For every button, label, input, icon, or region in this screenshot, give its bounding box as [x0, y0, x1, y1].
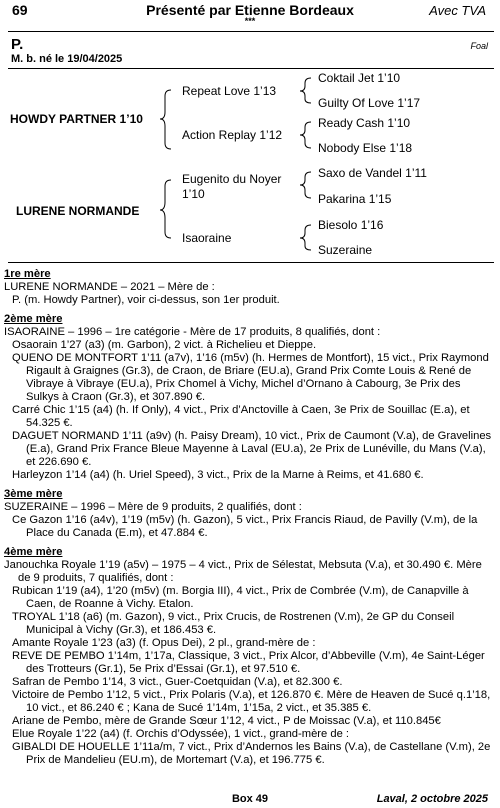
horse-name: P.: [11, 36, 24, 53]
text-line: GIBALDI DE HOUELLE 1’11a/m, 7 vict., Prix d’Andernos les Bains (V.a), de Castellane (V.m), 2e Prix de Mandelieu (EU.m), de Mortemart (V.a), et 196.775 €.: [12, 741, 491, 766]
maternal-lineage: [4, 268, 496, 767]
text-line: Safran de Pembo 1’14, 3 vict., Guer-Coetquidan (V.a), et 82.300 €.: [12, 676, 343, 688]
text-line: Ce Gazon 1’16 (a4v), 1’19 (m5v) (h. Gazon), 5 vict., Prix Francis Riaud, de Pavilly (V.m), de la Place du Canada (E.m), et 47.884 €.: [12, 514, 478, 539]
pedigree-dam-sire-record: 1’10: [182, 187, 205, 201]
pedigree-sire: HOWDY PARTNER 1’10: [10, 112, 143, 126]
footer-box: Box 49: [231, 793, 269, 805]
pedigree-g3: Ready Cash 1’10: [318, 116, 411, 130]
section-title: 4ème mère: [4, 546, 63, 558]
page-title: Présenté par Etienne Bordeaux: [146, 2, 354, 18]
text-line: REVE DE PEMBO 1’14m, 1’17a, Classique, 3 vict., Prix Alcor, d’Abbeville (V.m), 4e Saint-Léger des Trotteurs (Gr.1), 5e Prix d’Essai (Gr.1), et 97.510 €.: [12, 650, 485, 675]
horse-type: Foal: [470, 41, 488, 51]
text-line: Elue Royale 1’22 (a4) (f. Orchis d’Odyssée), 1 vict., grand-mère de :: [12, 728, 350, 740]
pedigree-bottom-rule: [8, 262, 494, 263]
text-line: QUENO DE MONTFORT 1’11 (a7v), 1’16 (m5v) (h. Hermes de Montfort), 15 vict., Prix Raymond Rigault à Graignes (Gr.3), de Craon, de Briare (EU.a), Grand Prix Comte Louis & René de Vibraye à Vibraye (EU.a), Prix Chomel à Vichy, Michel d’Ornano à Cabourg, 3e Prix des Sulkys à Craon (Gr.3), et 307.890 €.: [12, 352, 489, 403]
text-line: TROYAL 1’18 (a6) (m. Gazon), 9 vict., Prix Crucis, de Rostrenen (V.m), 2e GP du Conseil Municipal à Vichy (Gr.3), et 186.453 €.: [12, 611, 455, 636]
text-line: Ariane de Pembo, mère de Grande Sœur 1’12, 4 vict., P de Moissac (V.a), et 110.845€: [12, 715, 441, 727]
pedigree-g5: Saxo de Vandel 1’11: [318, 166, 427, 180]
text-line: Carré Chic 1’15 (a4) (h. If Only), 4 vict., Prix d’Anctoville à Caen, 3e Prix de Souillac (E.a), et 54.325 €.: [12, 404, 470, 429]
text-line: DAGUET NORMAND 1’11 (a9v) (h. Paisy Dream), 10 vict., Prix de Caumont (V.a), de Gravelines (E.a), Grand Prix France Bleue Mayenne à Laval (EU.a), 2e Prix de Lunéville, du Mans (V.a), et 226.690 €.: [12, 430, 492, 468]
section-title: 2ème mère: [4, 313, 63, 325]
pedigree-g7: Biesolo 1’16: [318, 218, 384, 232]
text-line: Victoire de Pembo 1’12, 5 vict., Prix Polaris (V.a), et 126.870 €. Mère de Heaven de Sucé q.1’18, 10 vict., et 86.240 € ; Kana de Sucé 1’14m, 1’15a, 2 vict., et 35.385 €.: [12, 689, 491, 714]
text-line: Amante Royale 1’23 (a3) (f. Opus Dei), 2 pl., grand-mère de :: [12, 637, 316, 649]
pedigree-g2: Guilty Of Love 1’17: [318, 96, 421, 110]
section-title: 1re mère: [4, 268, 51, 280]
pedigree-dam: LURENE NORMANDE: [16, 204, 140, 218]
lot-number: 69: [12, 2, 28, 18]
pedigree-g1: Coktail Jet 1’10: [318, 71, 401, 85]
pedigree-sire-sire: Repeat Love 1’13: [182, 84, 277, 98]
pedigree-dam-sire: Eugenito du Noyer: [182, 172, 282, 186]
text-line: Harleyzon 1’14 (a4) (h. Uriel Speed), 3 vict., Prix de la Marne à Reims, et 41.680 €.: [12, 469, 424, 481]
tva-label: Avec TVA: [429, 3, 486, 18]
text-line: LURENE NORMANDE – 2021 – Mère de :: [4, 281, 215, 293]
text-line: P. (m. Howdy Partner), voir ci-dessus, son 1er produit.: [12, 294, 280, 306]
pedigree-sire-dam: Action Replay 1’12: [182, 128, 283, 142]
text-line: Osaorain 1’27 (a3) (m. Garbon), 2 vict. à Richelieu et Dieppe.: [12, 339, 317, 351]
pedigree-g6: Pakarina 1’15: [318, 192, 392, 206]
pedigree-dam-dam: Isaoraine: [182, 231, 232, 245]
text-line: ISAORAINE – 1996 – 1re catégorie - Mère de 17 produits, 8 qualifiés, dont :: [4, 326, 381, 338]
horse-birth: M. b. né le 19/04/2025: [11, 53, 123, 65]
pedigree-g4: Nobody Else 1’18: [318, 141, 413, 155]
stars: ***: [244, 16, 256, 26]
text-line: SUZERAINE – 1996 – Mère de 9 produits, 2 qualifiés, dont :: [4, 501, 302, 513]
text-line: Janouchka Royale 1’19 (a5v) – 1975 – 4 vict., Prix de Sélestat, Mebsuta (V.a), et 30.490 €. Mère de 9 produits, 7 qualifiés, dont :: [4, 559, 482, 584]
footer-date: Laval, 2 octobre 2025: [376, 793, 488, 805]
section-title: 3ème mère: [4, 488, 63, 500]
text-line: Rubican 1’19 (a4), 1’20 (m5v) (m. Borgia III), 4 vict., Prix de Combrée (V.m), de Canapville à Caen, de Roanne à Vichy. Etalon.: [12, 585, 469, 610]
pedigree-g8: Suzeraine: [318, 243, 373, 257]
